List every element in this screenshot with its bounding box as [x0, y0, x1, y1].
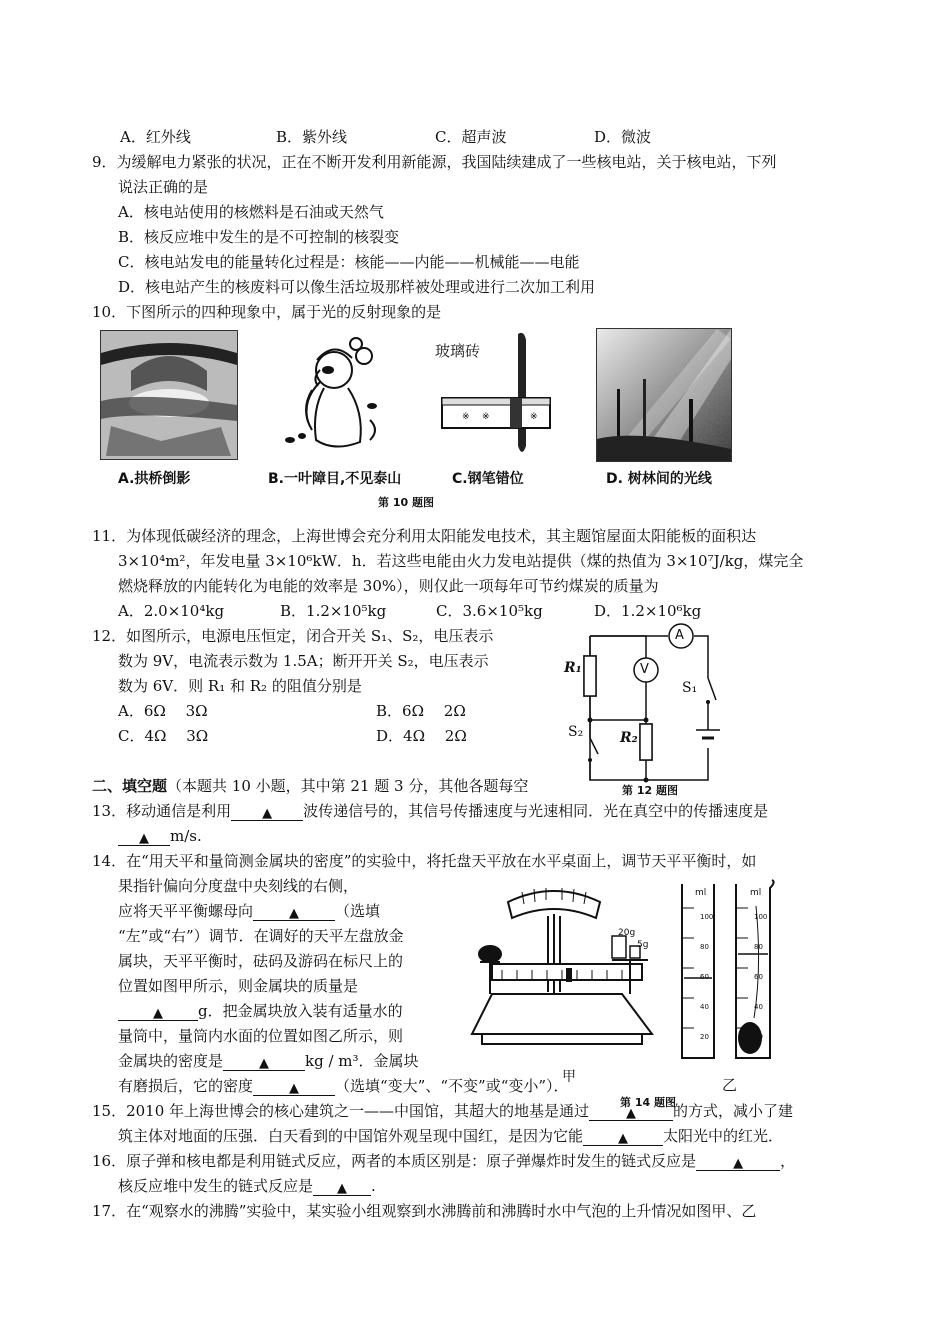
voltmeter-label: V: [640, 662, 649, 677]
q15-blank-1[interactable]: [589, 1102, 673, 1121]
q14-line5: 属块，天平平衡时，砝码及游码在标尺上的: [118, 952, 404, 970]
q15-text-b: 的方式，减小了建: [673, 1102, 794, 1120]
q10-caption-b: B.一叶障目,不见泰山: [268, 471, 402, 487]
q16-blank-1[interactable]: [696, 1152, 780, 1171]
weight-20g-label: 20g: [618, 928, 636, 938]
section2-heading: [92, 776, 528, 796]
ammeter-label: A: [675, 628, 684, 643]
q15-blank-2[interactable]: [583, 1127, 663, 1146]
q14-blank-mass[interactable]: [118, 1002, 198, 1021]
q14-line8: 量筒中，量筒内水面的位置如图乙所示，则: [118, 1027, 404, 1045]
q9-stem-line2: 说法正确的是: [118, 178, 209, 196]
q14-line4: “左”或“右”）调节．在调好的天平左盘放金: [118, 927, 404, 945]
q14-text-10a: 有磨损后，它的密度: [118, 1077, 254, 1095]
q9-stem-line1: 9．为缓解电力紧张的状况，正在不断开发利用新能源，我国陆续建成了一些核电站，关于核电站，下列: [92, 153, 777, 171]
q14-blank-direction[interactable]: [253, 902, 335, 921]
q16-text-a: 16．原子弹和核电都是利用链式反应，两者的本质区别是：原子弹爆炸时发生的链式反应是: [92, 1152, 697, 1170]
q15-text-a: 15．2010 年上海世博会的核心建筑之一——中国馆，其超大的地基是通过: [92, 1102, 590, 1120]
q16-line1: [92, 1151, 795, 1171]
q13-blank-1[interactable]: [231, 802, 303, 821]
q12-figure-label: 第 12 题图: [622, 784, 678, 797]
leaf-blocking-eye-cartoon: [272, 330, 402, 460]
section2-note: （本题共 10 小题，其中第 21 题 3 分，其他各题每空: [167, 777, 529, 795]
figure-yi-label: 乙: [722, 1076, 738, 1094]
q10-caption-d: D. 树林间的光线: [606, 471, 712, 487]
q9-option-a: A．核电站使用的核燃料是石油或天然气: [118, 203, 384, 221]
q12-line1: 12．如图所示，电源电压恒定，闭合开关 S₁、S₂，电压表示: [92, 627, 494, 645]
cylinder2-unit: ml: [750, 888, 762, 898]
bridge-reflection-photo: [100, 330, 238, 460]
q11-line2: 3×10⁴m²，年发电量 3×10⁶kW．h．若这些电能由火力发电站提供（煤的热值为 3×10⁷J/kg，煤完全: [118, 552, 804, 570]
q8-option-b: B．紫外线: [276, 128, 348, 146]
section2-title: 二、填空题: [92, 777, 168, 795]
cylinder1-ticks: [700, 902, 713, 1052]
q13-text-c: m/s.: [170, 827, 202, 845]
q16-blank-2[interactable]: [313, 1177, 371, 1196]
cylinder2-ticks: [754, 902, 767, 1052]
tick-label: 20: [700, 1033, 709, 1041]
q11-option-a: A．2.0×10⁴kg: [118, 602, 225, 620]
s1-label: S₁: [682, 680, 698, 696]
q14-text-3a: 应将天平平衡螺母向: [118, 902, 254, 920]
q13-text-a: 13．移动通信是利用: [92, 802, 232, 820]
q10-caption-a: A.拱桥倒影: [118, 471, 191, 487]
q14-line3: [118, 901, 380, 921]
forest-light-photo: [596, 328, 732, 462]
tick-label: 60: [754, 973, 763, 981]
tick-label: 40: [754, 1003, 763, 1011]
tick-label: 80: [754, 943, 763, 951]
blank-marker: ▲: [139, 831, 149, 846]
q17-line1: 17．在“观察水的沸腾”实验中，某实验小组观察到水沸腾前和沸腾时水中气泡的上升情况如图甲、乙: [92, 1202, 757, 1220]
svg-text:※: ※: [462, 412, 470, 422]
q14-blank-density[interactable]: [223, 1052, 305, 1071]
q14-line9: [118, 1051, 419, 1071]
q16-text-d: .: [371, 1177, 376, 1195]
q14-text-7b: g．把金属块放入装有适量水的: [198, 1002, 403, 1020]
measuring-cylinders-figure: [676, 878, 786, 1068]
q13-line2: [118, 826, 202, 846]
q13-line1: [92, 801, 768, 821]
q9-option-c: C．核电站发电的能量转化过程是：核能——内能——机械能——电能: [118, 253, 580, 271]
q14-figure-label: 第 14 题图: [620, 1096, 676, 1109]
blank-marker: ▲: [733, 1156, 744, 1171]
q15-line2: [118, 1126, 783, 1146]
q13-blank-2[interactable]: [118, 827, 170, 846]
q12-line2: 数为 9V，电流表示数为 1.5A；断开开关 S₂，电压表示: [118, 652, 489, 670]
tick-label: 100: [754, 913, 768, 921]
blank-marker: ▲: [626, 1106, 637, 1121]
q8-option-d: D．微波: [594, 128, 652, 146]
tick-label: 60: [700, 973, 709, 981]
q14-line1: 14．在“用天平和量筒测金属块的密度”的实验中，将托盘天平放在水平桌面上，调节天平平衡时，如: [92, 852, 757, 870]
q16-line2: [118, 1176, 376, 1196]
r2-label: R₂: [620, 730, 638, 746]
q11-line3: 燃烧释放的内能转化为电能的效率是 30%），则仅此一项每年可节约煤炭的质量为: [118, 577, 659, 595]
blank-marker: ▲: [337, 1181, 348, 1196]
blank-marker: ▲: [262, 806, 273, 821]
blank-marker: ▲: [289, 1081, 300, 1096]
q11-line1: 11．为体现低碳经济的理念，上海世博会充分利用太阳能发电技术，其主题馆屋面太阳能板的面积达: [92, 527, 757, 545]
q8-option-c: C．超声波: [435, 128, 507, 146]
q12-option-c: C．4Ω 3Ω: [118, 727, 209, 745]
r1-label: R₁: [564, 660, 582, 676]
tick-label: 80: [700, 943, 709, 951]
q12-option-d: D．4Ω 2Ω: [376, 727, 467, 745]
q14-text-9a: 金属块的密度是: [118, 1052, 224, 1070]
q11-option-b: B．1.2×10⁵kg: [280, 602, 387, 620]
q14-text-3b: （选填: [335, 902, 381, 920]
q16-text-c: 核反应堆中发生的链式反应是: [118, 1177, 314, 1195]
q11-option-c: C．3.6×10⁵kg: [436, 602, 543, 620]
q12-line3: 数为 6V．则 R₁ 和 R₂ 的阻值分别是: [118, 677, 362, 695]
q10-caption-c: C.钢笔错位: [452, 471, 524, 487]
cylinder1-unit: ml: [695, 888, 707, 898]
blank-marker: ▲: [289, 906, 300, 921]
svg-text:※: ※: [530, 412, 538, 422]
q16-text-b: ，: [780, 1152, 796, 1170]
q12-option-a: A．6Ω 3Ω: [118, 702, 208, 720]
glass-brick-label: 玻璃砖: [435, 342, 481, 360]
q14-line6: 位置如图甲所示，则金属块的质量是: [118, 977, 359, 995]
tick-label: 40: [700, 1003, 709, 1011]
weight-5g-label: 5g: [637, 940, 649, 950]
q12-option-b: B．6Ω 2Ω: [376, 702, 466, 720]
q14-line2: 果指针偏向分度盘中央刻线的右侧，: [118, 877, 359, 895]
q15-text-d: 太阳光中的红光．: [663, 1127, 784, 1145]
q14-line7: [118, 1001, 403, 1021]
svg-text:※: ※: [482, 412, 490, 422]
q9-option-b: B．核反应堆中发生的是不可控制的核裂变: [118, 228, 400, 246]
q10-stem: 10．下图所示的四种现象中，属于光的反射现象的是: [92, 303, 442, 321]
blank-marker: ▲: [259, 1056, 270, 1071]
balance-scale-figure: [462, 884, 672, 1064]
q14-text-10b: （选填“变大”、“不变”或“变小”）．: [335, 1077, 569, 1095]
q14-text-9b: kg / m³．金属块: [305, 1052, 419, 1070]
q8-option-a: A．红外线: [120, 128, 191, 146]
tick-label: 20: [754, 1033, 763, 1041]
q9-option-d: D．核电站产生的核废料可以像生活垃圾那样被处理或进行二次加工利用: [118, 278, 596, 296]
q13-text-b: 波传递信号的，其信号传播速度与光速相同．光在真空中的传播速度是: [303, 802, 769, 820]
blank-marker: ▲: [153, 1006, 163, 1021]
s2-label: S₂: [568, 724, 584, 740]
q15-line1: [92, 1101, 793, 1121]
q14-line10: [118, 1076, 569, 1096]
q10-figure-label: 第 10 题图: [378, 496, 434, 509]
q14-blank-density-change[interactable]: [253, 1077, 335, 1096]
figure-jia-label: 甲: [562, 1069, 576, 1085]
q15-text-c: 筑主体对地面的压强．白天看到的中国馆外观呈现中国红，是因为它能: [118, 1127, 584, 1145]
blank-marker: ▲: [618, 1131, 629, 1146]
q11-option-d: D．1.2×10⁶kg: [594, 602, 702, 620]
tick-label: 100: [700, 913, 714, 921]
